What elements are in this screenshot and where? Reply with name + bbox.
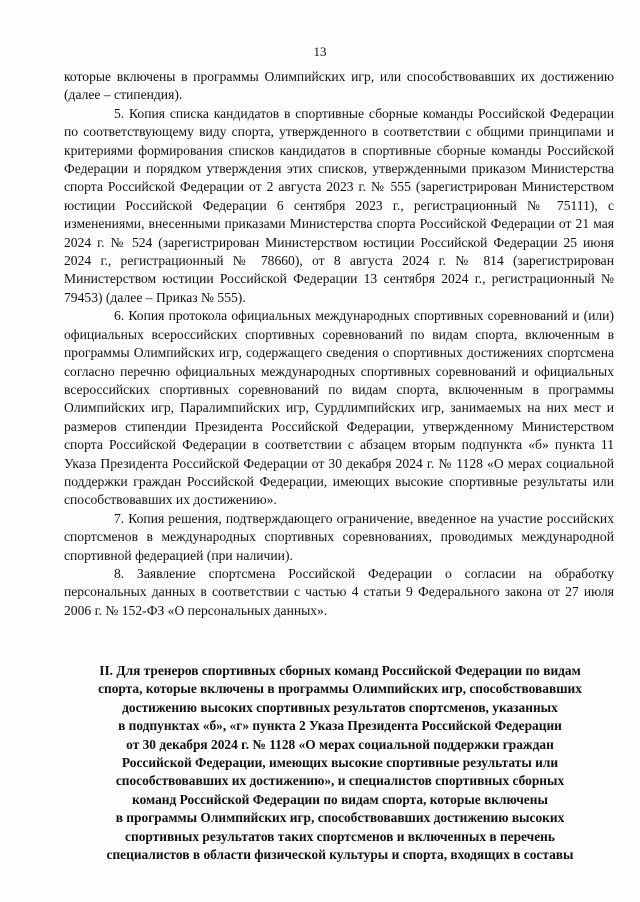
heading-line: спорта, которые включены в программы Олимпийских игр, способствовавших (98, 681, 582, 697)
paragraph-item-8: 8. Заявление спортсмена Российской Федерации о согласии на обработку персональных данных в соответствии с частью 4 статьи 9 Федерального закона от 27 июля 2006 г. № 152-ФЗ «О персональных данных». (64, 565, 614, 618)
page-number: 13 (313, 44, 327, 59)
paragraph-item-6: 6. Копия протокола официальных международных спортивных соревнований и (или) официальных всероссийских спортивных соревнований по видам спорта, включенным в программы Олимпийских игр, содержащего сведения о спортивных достижениях спортсмена согласно перечню официальных международных спортивных соревнований и официальных всероссийских спортивных соревнований по видам спорта, включенным в программы Олимпийских игр, Паралимпийских игр, Сурдлимпийских игр, занимаемых на них мест и размеров стипендии Президента Российской Федерации, утвержденному Министерством спорта Российской Федерации в соответствии с абзацем вторым подпункта «б» пункта 11 Указа Президента Российской Федерации от 30 декабря 2024 г. № 1128 «О мерах социальной поддержки граждан Российской Федерации, имеющих высокие спортивные результаты или способствовавших их достижению». (64, 308, 614, 508)
document-body (64, 68, 614, 620)
heading-line: в программы Олимпийских игр, способствовавших достижению высоких (115, 810, 565, 826)
heading-line: Российской Федерации, имеющих высокие спортивные результаты или (121, 755, 559, 771)
heading-line: спортивных результатов таких спортсменов и включенных в перечень (125, 828, 555, 844)
heading-line: от 30 декабря 2024 г. № 1128 «О мерах социальной поддержки граждан (126, 736, 554, 752)
paragraph-item-7: 7. Копия решения, подтверждающего ограничение, введенное на участие российских спортсменов в международных спортивных соревнованиях, проводимых международной спортивной федерацией (при наличии). (64, 510, 614, 563)
section-heading (60, 662, 620, 864)
heading-line: II. Для тренеров спортивных сборных команд Российской Федерации по видам (99, 663, 581, 678)
heading-line: команд Российской Федерации по видам спорта, которые включены (132, 791, 548, 807)
heading-line: достижению высоких спортивных результатов спортсменов, указанных (122, 699, 558, 715)
heading-line: в подпунктах «б», «г» пункта 2 Указа Президента Российской Федерации (118, 718, 562, 734)
heading-line: специалистов в области физической культуры и спорта, входящих в составы (106, 847, 574, 863)
paragraph-item-5: 5. Копия списка кандидатов в спортивные сборные команды Российской Федерации по соответствующему виду спорта, утвержденного в соответствии с общими принципами и критериями формирования списков кандидатов в спортивные сборные команды Российской Федерации и порядком утверждения этих списков, утвержденными приказом Министерства спорта Российской Федерации от 2 августа 2023 г. № 555 (зарегистрирован Министерством юстиции Российской Федерации 6 сентября 2023 г., регистрационный № 75111), с изменениями, внесенными приказами Министерства спорта Российской Федерации от 21 мая 2024 г. № 524 (зарегистрирован Министерством юстиции Российской Федерации 25 июня 2024 г., регистрационный № 78660), от 8 августа 2024 г. № 814 (зарегистрирован Министерством юстиции Российской Федерации 13 сентября 2024 г., регистрационный № 79453) (далее – Приказ № 555). (64, 105, 614, 305)
heading-line: способствовавших их достижению», и специалистов спортивных сборных (115, 773, 565, 789)
paragraph-continuation: которые включены в программы Олимпийских игр, или способствовавших их достижению (далее – стипендия). (64, 69, 614, 103)
